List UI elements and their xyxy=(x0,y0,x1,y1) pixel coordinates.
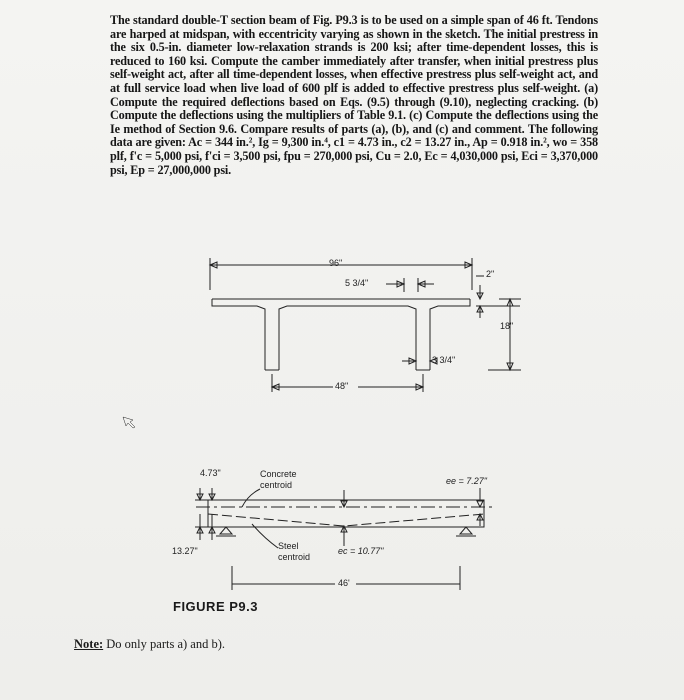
note-key: Note: xyxy=(74,637,104,651)
beam-elevation xyxy=(195,488,496,590)
c1-label: 4.73" xyxy=(200,468,221,478)
flange-thickness-label: 2" xyxy=(486,269,495,279)
figure-title: FIGURE P9.3 xyxy=(173,599,258,614)
center-eccentricity-label: ec = 10.77" xyxy=(338,546,384,556)
note-text: Do only parts a) and b). xyxy=(103,637,226,651)
stem-top-width-label: 5 3/4" xyxy=(345,278,369,288)
cursor-arrow-icon xyxy=(123,417,135,428)
stem-bottom-width-label: 3 3/4" xyxy=(432,355,456,365)
concrete-centroid-label: Concrete centroid xyxy=(260,469,297,490)
c2-label: 13.27" xyxy=(172,546,198,556)
depth-label: 18" xyxy=(500,321,514,331)
overall-width-label: 96" xyxy=(329,258,343,268)
span-label: 46' xyxy=(338,578,350,588)
stem-spacing-label: 48" xyxy=(335,381,349,391)
problem-text: The standard double-T section beam of Fig. P9.3 is to be used on a simple span of 46 ft. Tendons are harped at midspan, with eccentricity varying as shown in the sketch. The initial prestress in the six 0.5-in. diameter low-relaxation strands is 200 ksi; after time-dependent losses, this is reduced to 160 ksi. Compute the camber immediately after transfer, when initial prestress plus self-weight act, after all time-dependent losses, when effective prestress plus self-weight act, and at full service load when live load of 600 plf is added to effective prestress plus self-weight. (a) Compute the required deflections based on Eqs. (9.5) through (9.10), neglecting cracking. (b) Compute the deflections using the multipliers of Table 9.1. (c) Compute the deflections using the Ie method of Section 9.6. Compare results of parts (a), (b), and (c) and comment. The following data are given: Ac = 344 in.², Ig = 9,300 in.⁴, c1 = 4.73 in., c2 = 13.27 in., Ap = 0.918 in.², wo = 358 plf, f'c = 5,000 psi, f'ci = 3,500 psi, fpu = 270,000 psi, Cu = 2.0, Ec = 4,030,000 psi, Eci = 3,370,000 psi, Ep = 27,000,000 psi. xyxy=(110,13,598,177)
note xyxy=(74,637,225,652)
end-eccentricity-label: ee = 7.27" xyxy=(446,476,487,486)
steel-centroid-label: Steel centroid xyxy=(278,541,311,562)
